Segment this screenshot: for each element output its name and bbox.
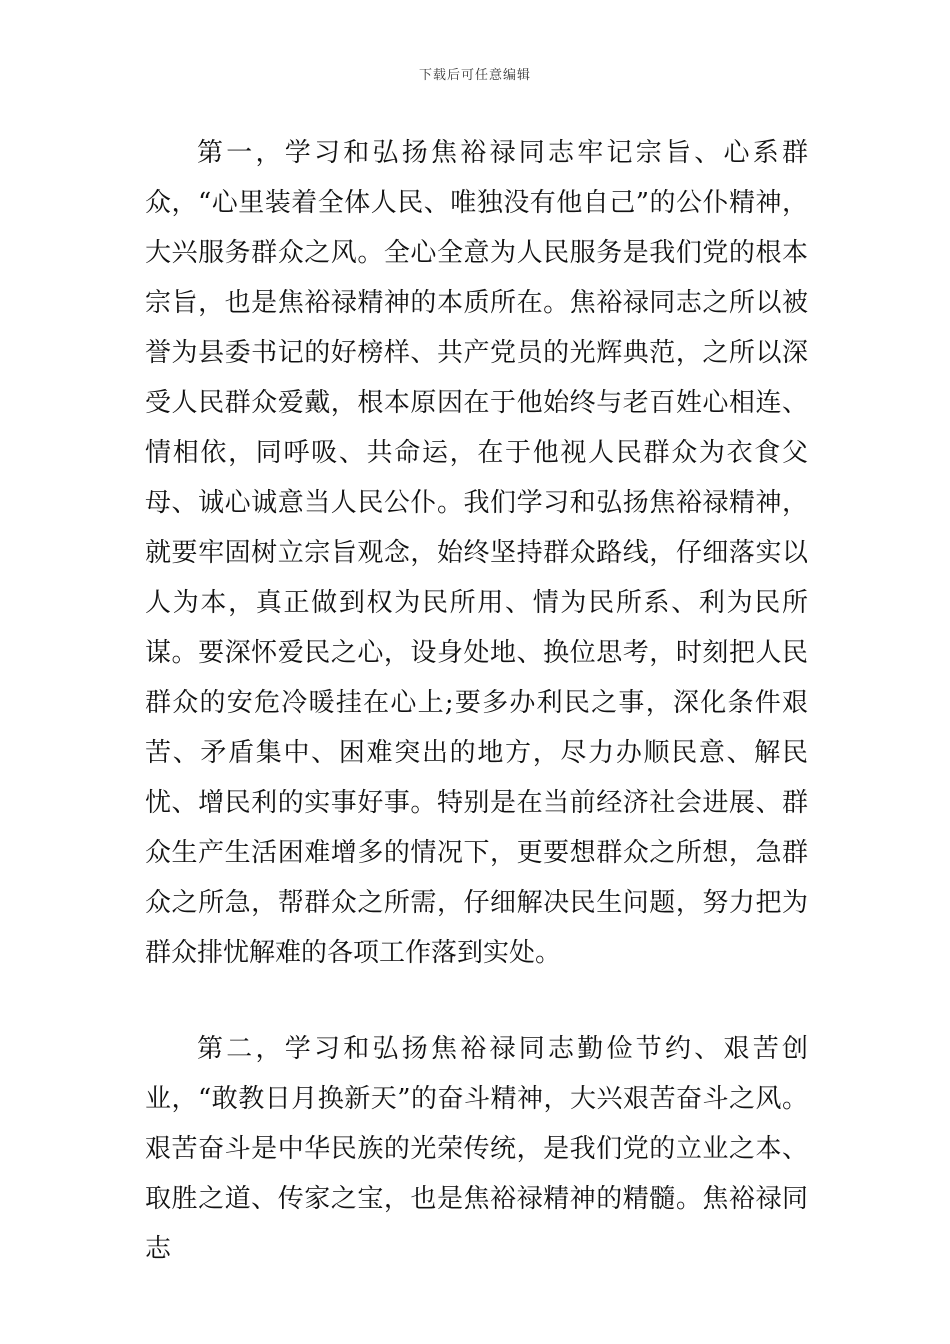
paragraph-2: 第二，学习和弘扬焦裕禄同志勤俭节约、艰苦创业，“敢教日月换新天”的奋斗精神，大兴艰苦奋斗之风。艰苦奋斗是中华民族的光荣传统，是我们党的立业之本、取胜之道、传家之宝，也是焦裕禄精神的精髓。焦裕禄同志 bbox=[145, 1034, 808, 1264]
paragraph-1: 第一，学习和弘扬焦裕禄同志牢记宗旨、心系群众，“心里装着全体人民、唯独没有他自己”的公仆精神，大兴服务群众之风。全心全意为人民服务是我们党的根本宗旨，也是焦裕禄精神的本质所在。焦裕禄同志之所以被誉为县委书记的好榜样、共产党员的光辉典范，之所以深受人民群众爱戴，根本原因在于他始终与老百姓心相连、情相依，同呼吸、共命运，在于他视人民群众为衣食父母、诚心诚意当人民公仆。我们学习和弘扬焦裕禄精神，就要牢固树立宗旨观念，始终坚持群众路线，仔细落实以人为本，真正做到权为民所用、情为民所系、利为民所谋。要深怀爱民之心，设身处地、换位思考，时刻把人民群众的安危冷暖挂在心上;要多办利民之事，深化条件艰苦、矛盾集中、困难突出的地方，尽力办顺民意、解民忧、增民利的实事好事。特别是在当前经济社会进展、群众生产生活困难增多的情况下，更要想群众之所想，急群众之所急，帮群众之所需，仔细解决民生问题，努力把为群众排忧解难的各项工作落到实处。 bbox=[145, 138, 808, 968]
header-note: 下载后可任意编辑 bbox=[418, 68, 531, 83]
